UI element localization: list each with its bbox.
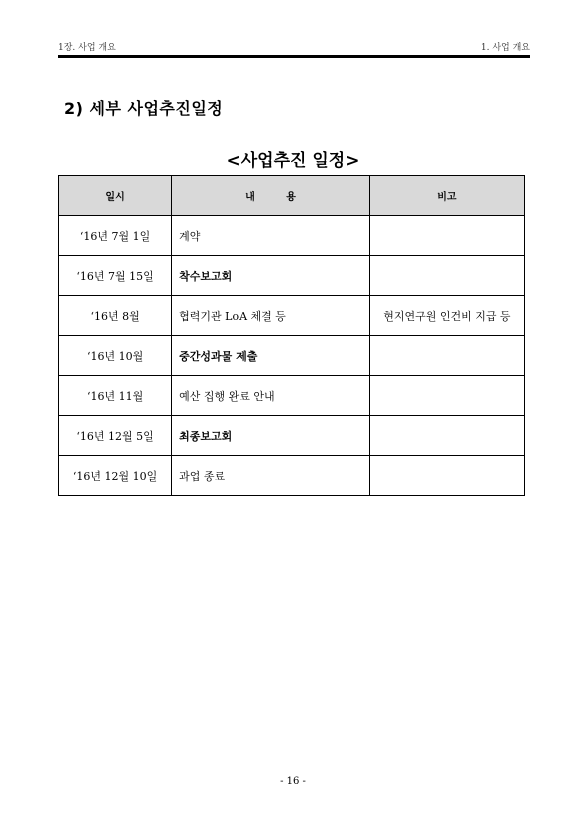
section-heading: 2) 세부 사업추진일정 xyxy=(64,99,224,118)
cell-content: 최종보고회 xyxy=(172,416,370,456)
table-row xyxy=(59,216,525,256)
cell-note xyxy=(369,376,524,416)
table-row xyxy=(59,256,525,296)
schedule-table-body xyxy=(59,216,525,496)
cell-content: 협력기관 LoA 체결 등 xyxy=(172,296,370,336)
table-row xyxy=(59,336,525,376)
running-header xyxy=(58,40,530,54)
cell-note xyxy=(369,456,524,496)
cell-date: ‘16년 8월 xyxy=(59,296,172,336)
cell-content: 계약 xyxy=(172,216,370,256)
cell-date: ‘16년 11월 xyxy=(59,376,172,416)
cell-note: 현지연구원 인건비 지급 등 xyxy=(369,296,524,336)
cell-content: 중간성과물 제출 xyxy=(172,336,370,376)
cell-note xyxy=(369,256,524,296)
cell-date: ‘16년 7월 15일 xyxy=(59,256,172,296)
cell-content: 예산 집행 완료 안내 xyxy=(172,376,370,416)
header-rule xyxy=(58,55,530,58)
page-number: - 16 - xyxy=(280,776,306,787)
cell-date: ‘16년 10월 xyxy=(59,336,172,376)
cell-content: 착수보고회 xyxy=(172,256,370,296)
table-row xyxy=(59,416,525,456)
table-header-row xyxy=(59,176,525,216)
column-header-note: 비고 xyxy=(369,176,524,216)
header-chapter-label: 1장. 사업 개요 xyxy=(58,43,116,53)
table-row xyxy=(59,456,525,496)
cell-date: ‘16년 12월 5일 xyxy=(59,416,172,456)
cell-note xyxy=(369,216,524,256)
table-row xyxy=(59,296,525,336)
cell-note xyxy=(369,416,524,456)
column-header-date: 일시 xyxy=(59,176,172,216)
schedule-table xyxy=(58,175,525,496)
header-section-label: 1. 사업 개요 xyxy=(480,43,530,53)
table-row xyxy=(59,376,525,416)
column-header-content: 내 용 xyxy=(172,176,370,216)
table-title: <사업추진 일정> xyxy=(226,151,360,171)
cell-content: 과업 종료 xyxy=(172,456,370,496)
cell-date: ‘16년 7월 1일 xyxy=(59,216,172,256)
cell-note xyxy=(369,336,524,376)
cell-date: ‘16년 12월 10일 xyxy=(59,456,172,496)
